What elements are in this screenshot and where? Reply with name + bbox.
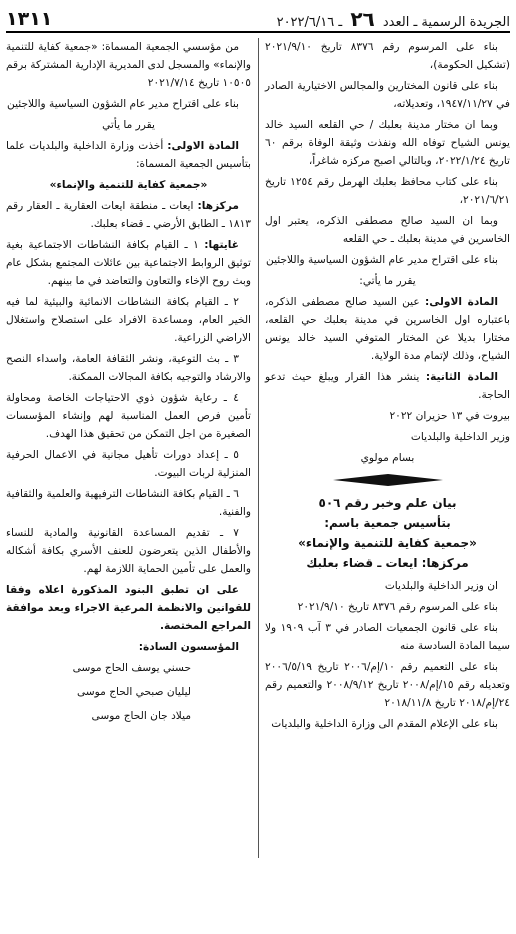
goal-text: ١ ـ القيام بكافة النشاطات الاجتماعية بغية توثيق الروابط الاجتماعية بين عائلات المجتمع بشكل عام وبث روح الإخاء والتعاون والتعاضد في ما بينهم. <box>6 239 251 287</box>
signature-block <box>265 407 510 467</box>
headquarters-text: ايعات ـ منطقة ايعات العقارية ـ العقار رقم ١٨١٣ ـ الطابق الأرضي ـ قضاء بعلبك. <box>6 200 251 230</box>
article-label: المادة الاولى: <box>424 296 498 308</box>
founders-list <box>6 659 251 725</box>
gazette-title <box>277 7 510 31</box>
paragraph: بناء على الإعلام المقدم الى وزارة الداخلية والبلديات <box>271 718 498 730</box>
paragraph: بناء على كتاب محافظ بعلبك الهرمل رقم ١٢٥٤ تاريخ ٢٠٢١/٦/٢١، <box>265 176 510 206</box>
minister-title: وزير الداخلية والبلديات <box>410 431 510 443</box>
goal-item: ٣ ـ بث التوعية، ونشر الثقافة العامة، واسداء النصح والارشاد والتوجيه بكافة المجالات الممكنة. <box>6 353 251 383</box>
issue-number: ٢٦ <box>350 7 375 31</box>
association-name: «جمعية كفاية للتنمية والإنماء» <box>49 179 208 191</box>
paragraph: بناء على التعميم رقم ١٠/إم/٢٠٠٦ تاريخ ٢٠٠٦/٥/١٩ وتعديله رقم ١٥/إم/٢٠٠٨ تاريخ ٢٠٠٨/٩/١٢ والتعميم رقم ٢٤/إم/٢٠١٨ تاريخ ٢٠١٨/١١/٨ <box>265 661 510 709</box>
headquarters <box>6 197 251 233</box>
column-divider <box>258 38 259 858</box>
notice-subtitle: بتأسيس جمعية باسم: <box>324 516 451 530</box>
goal-item <box>6 236 251 290</box>
goal-item: ٤ ـ رعاية شؤون ذوي الاحتياجات الخاصة ومحاولة تأمين فرص العمل المناسبة لهم وإنشاء المؤسسات الصغيرة من اجل التمكن من تحقيق هذا الهدف. <box>6 392 251 440</box>
paragraph: وبما ان السيد صالح مصطفى الذكره، يعتبر اول الخاسرين في مدينة بعلبك ـ حي القلعه <box>265 215 510 245</box>
founder-name: ميلاد جان الحاج موسى <box>91 710 191 722</box>
goal-item: ٦ ـ القيام بكافة النشاطات الترفيهية والعلمية والثقافية والفنية. <box>6 488 251 518</box>
issue-date: ـ ٢٠٢٢/٦/١٦ <box>276 15 343 30</box>
article-1 <box>6 137 251 173</box>
page-header <box>6 8 510 30</box>
gazette-name: الجريدة الرسمية ـ العدد <box>382 15 510 30</box>
goals-label: غايتها: <box>204 239 239 251</box>
paragraph: بناء على قانون الجمعيات الصادر في ٣ آب ١٩٠٩ ولا سيما المادة السادسة منه <box>265 622 510 652</box>
paragraph: من مؤسسي الجمعية المسماة: «جمعية كفاية للتنمية والإنماء» والمسجل لدى المديرية الإدارية المشتركة برقم ١٠٥٠٥ تاريخ ٢٠٢١/٧/١٤ <box>6 41 251 89</box>
right-column <box>265 38 510 736</box>
founder-name: حسني يوسف الحاج موسى <box>72 662 191 674</box>
notice-headquarters: مركزها: ايعات ـ قضاء بعلبك <box>306 556 469 570</box>
decides-heading: يقرر ما يأتي: <box>359 275 416 287</box>
page-number: ١٣١١ <box>6 8 53 30</box>
paragraph: بناء على المرسوم رقم ٨٣٧٦ تاريخ ٢٠٢١/٩/١٠ <box>297 601 498 613</box>
goal-item: ٧ ـ تقديم المساعدة القانونية والمادية للنساء والأطفال الذين يتعرضون للعنف الأسري بكافة أشكاله والعمل على تأمين الحماية اللازمة لهم. <box>6 527 251 575</box>
paragraph: وبما ان مختار مدينة بعلبك / حي القلعه السيد خالد يونس الشياح توفاه الله ونفذت وثيقة الوفاة برقم ٦٠ تاريخ ٢٠٢٢/١/٢٤، وبالتالي اصبح مركزه شاغراً، <box>265 119 510 167</box>
founder-name: ليليان صبحي الحاج موسى <box>76 686 191 698</box>
goal-item: ٢ ـ القيام بكافة النشاطات الانمائية والبيئية لما فيه الخير العام، ومساعدة الافراد على استصلاح واستغلال الاراضي الزراعية. <box>6 296 251 344</box>
notice-title-block <box>265 493 510 573</box>
goal-item: ٥ ـ إعداد دورات تأهيل مجانية في الاعمال الحرفية المنزلية لربات البيوت. <box>6 449 251 479</box>
article-text: ينشر هذا القرار ويبلغ حيث تدعو الحاجة. <box>265 371 510 401</box>
article-text: عين السيد صالح مصطفى الذكره، باعتباره اول الخاسرين في مدينة بعلبك حي القلعه، مختارا بديلا عن المختار المتوفي السيد خالد يونس الشياح، وذلك لإتمام مدة الولاية. <box>265 296 510 362</box>
header-rule <box>6 31 510 33</box>
paragraph: بناء على قانون المختارين والمجالس الاختيارية الصادر في ١٩٤٧/١١/٢٧، وتعديلاته، <box>265 80 510 110</box>
paragraph: ان وزير الداخلية والبلديات <box>384 580 498 592</box>
left-column <box>6 38 251 731</box>
headquarters-label: مركزها: <box>197 200 239 212</box>
article-label: المادة الاولى: <box>167 140 240 152</box>
paragraph: بناء على اقتراح مدير عام الشؤون السياسية واللاجئين <box>266 254 498 266</box>
notice-association-name: «جمعية كفاية للتنمية والإنماء» <box>298 536 477 550</box>
place-date: بيروت في ١٣ حزيران ٢٠٢٢ <box>389 410 510 422</box>
founders-heading: المؤسسون السادة: <box>138 641 239 653</box>
decides-heading: يقرر ما يأتي <box>102 119 155 131</box>
article-text: أخذت وزارة الداخلية والبلديات علما بتأسيس الجمعية المسماة: <box>6 140 251 170</box>
article-2 <box>265 368 510 404</box>
compliance-clause: على ان تطبق البنود المذكورة اعلاه وفقا للقوانين والانظمة المرعية الاجراء وبعد موافقة المراجع المختصة. <box>6 584 251 632</box>
article-1 <box>265 293 510 365</box>
paragraph: بناء على اقتراح مدير عام الشؤون السياسية واللاجئين <box>7 98 239 110</box>
notice-title: بيان علم وخبر رقم ٥٠٦ <box>318 496 457 510</box>
article-label: المادة الثانية: <box>425 371 498 383</box>
minister-name: بسام مولوي <box>360 452 415 464</box>
ornament-divider <box>265 473 510 487</box>
paragraph: بناء على المرسوم رقم ٨٣٧٦ تاريخ ٢٠٢١/٩/١٠ (تشكيل الحكومة)، <box>265 41 510 71</box>
